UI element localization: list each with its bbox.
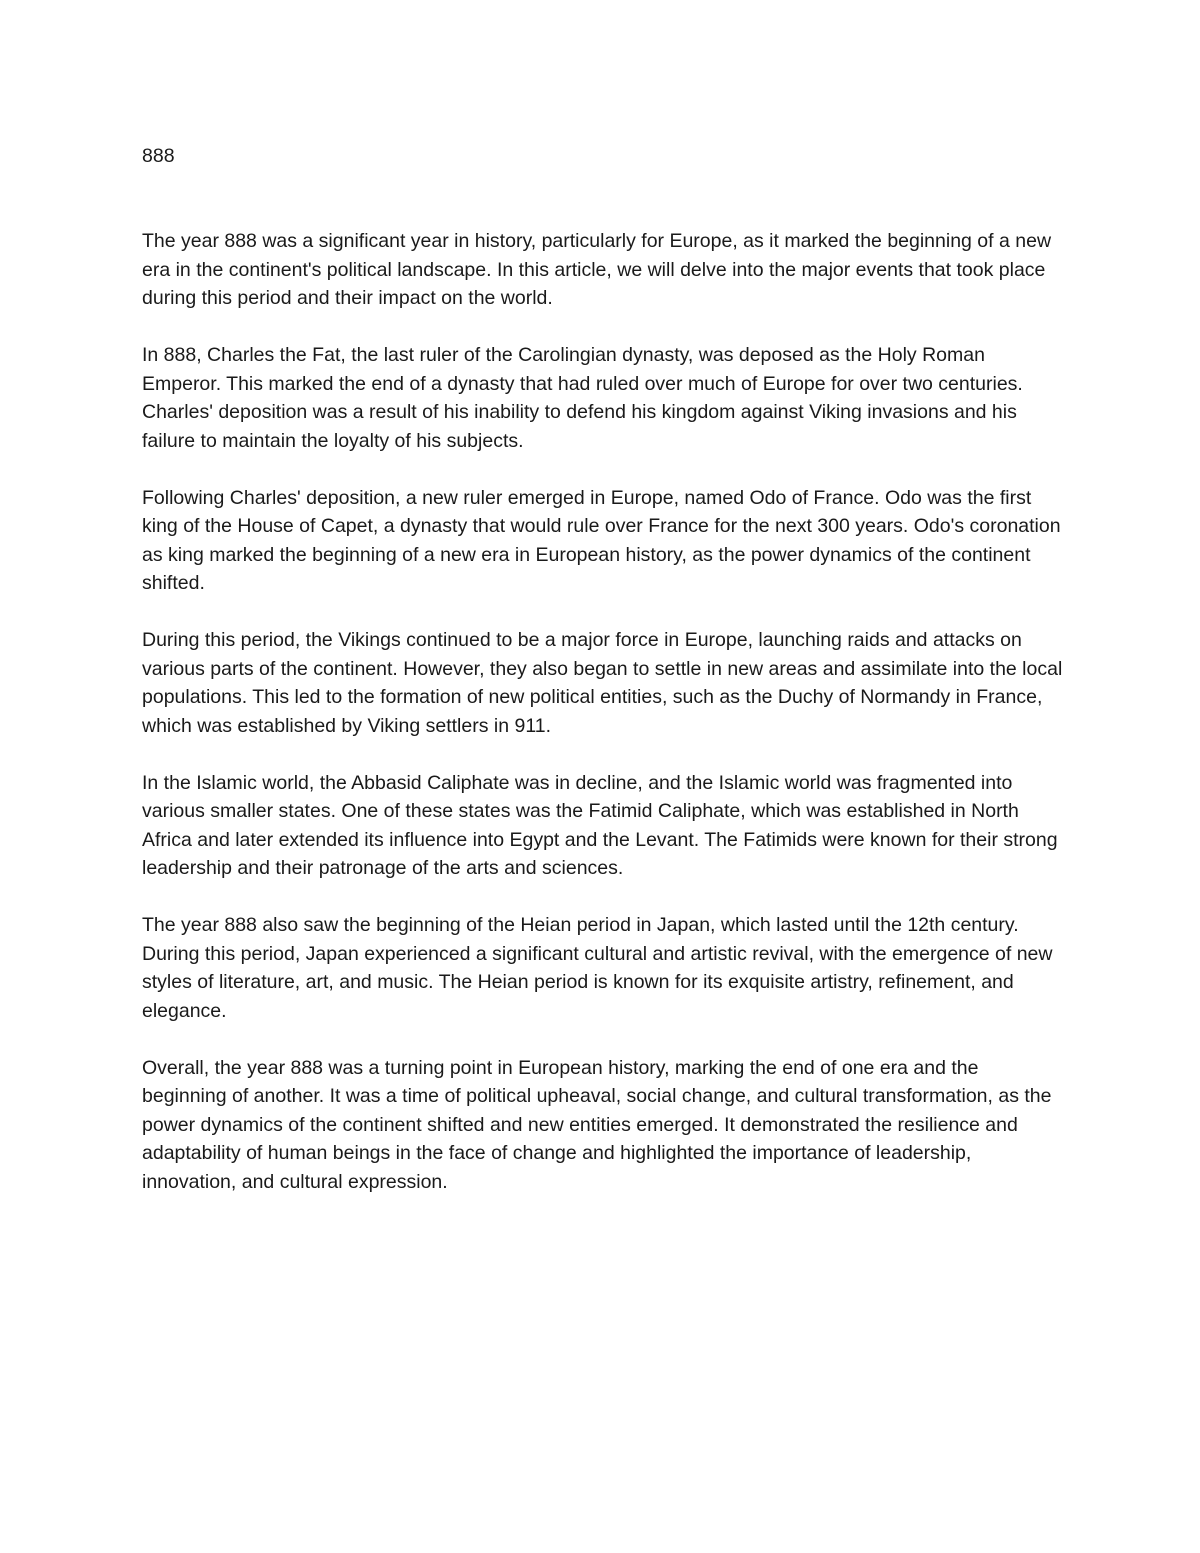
paragraph-3: Following Charles' deposition, a new ruler emerged in Europe, named Odo of France. Odo was the first king of the House of Capet, a dynasty that would rule over France for the next 300 years. Odo's coronation as king marked the beginning of a new era in European history, as the power dynamics of the continent shifted. <box>142 486 1061 594</box>
paragraph-6: The year 888 also saw the beginning of the Heian period in Japan, which lasted until the 12th century. During this period, Japan experienced a significant cultural and artistic revival, with the emergence of new styles of literature, art, and music. The Heian period is known for its exquisite artistry, refinement, and elegance. <box>142 914 1053 1022</box>
paragraph-2: In 888, Charles the Fat, the last ruler of the Carolingian dynasty, was deposed as the Holy Roman Emperor. This marked the end of a dynasty that had ruled over much of Europe for over two centuries. Charles' deposition was a result of his inability to defend his kingdom against Viking invasions and his failure to maintain the loyalty of his subjects. <box>142 344 1023 452</box>
document-title: 888 <box>142 145 175 167</box>
paragraph-5: In the Islamic world, the Abbasid Caliphate was in decline, and the Islamic world was fragmented into various smaller states. One of these states was the Fatimid Caliphate, which was established in North Africa and later extended its influence into Egypt and the Levant. The Fatimids were known for their strong leadership and their patronage of the arts and sciences. <box>142 771 1058 879</box>
document-body <box>142 227 1064 1225</box>
paragraph-1: The year 888 was a significant year in history, particularly for Europe, as it marked the beginning of a new era in the continent's political landscape. In this article, we will delve into the major events that took place during this period and their impact on the world. <box>142 230 1052 309</box>
paragraph-4: During this period, the Vikings continued to be a major force in Europe, launching raids and attacks on various parts of the continent. However, they also began to settle in new areas and assimilate into the local populations. This led to the formation of new political entities, such as the Duchy of Normandy in France, which was established by Viking settlers in 911. <box>142 629 1063 737</box>
paragraph-7: Overall, the year 888 was a turning point in European history, marking the end of one era and the beginning of another. It was a time of political upheaval, social change, and cultural transformation, as the power dynamics of the continent shifted and new entities emerged. It demonstrated the resilience and adaptability of human beings in the face of change and highlighted the importance of leadership, innovation, and cultural expression. <box>142 1056 1052 1193</box>
